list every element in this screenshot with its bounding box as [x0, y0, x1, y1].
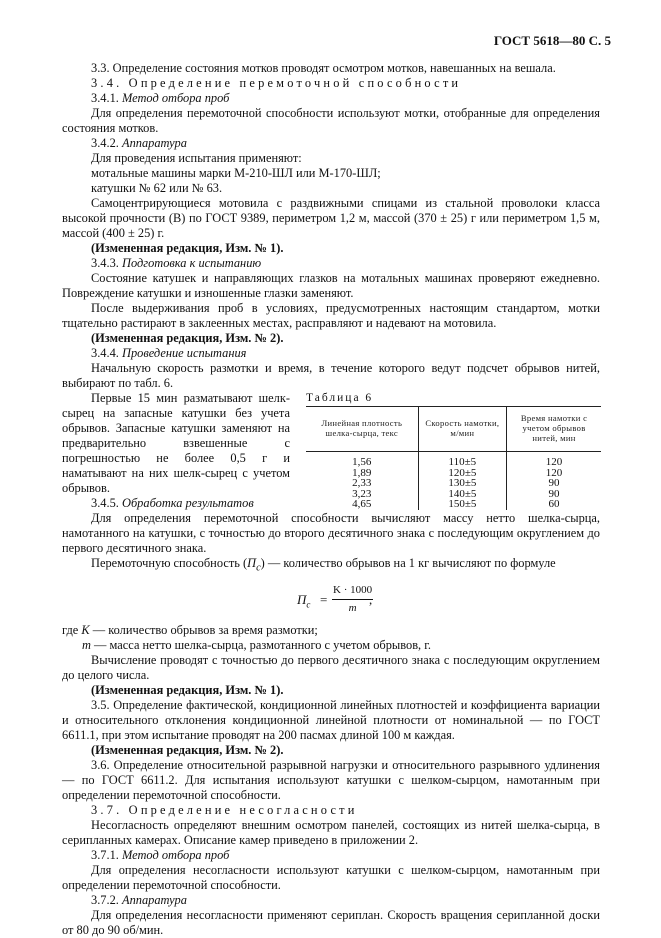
- table-row: [306, 452, 601, 468]
- formula-numerator: K · 1000: [332, 583, 373, 600]
- paragraph-3-4-5-b: [62, 556, 600, 575]
- column-header: Линейная плотность шелка-сырца, текс: [306, 407, 418, 452]
- column-header: Скорость намотки, м/мин: [418, 407, 507, 452]
- paragraph-3-3: 3.3. Определение состояния мотков проводят осмотром мотков, навешанных на вешала.: [91, 61, 556, 75]
- amendment-note: (Измененная редакция, Изм. № 1).: [91, 241, 284, 255]
- table-title: Таблица 6: [306, 392, 374, 404]
- paragraph-3-6: 3.6. Определение относительной разрывной нагрузки и относительного разрывного удлинения — по ГОСТ 6611.2. Для испытания используют катушки с шелком-сырцом, намотанным при определении перемоточной способности.: [62, 758, 600, 803]
- paragraph-3-4-2-d: Самоцентрирующиеся мотовила с раздвижными спицами из стальной проволоки класса высокой прочности (В) по ГОСТ 9389, периметром 1,2 м, массой (370 ± 25) г или периметром 1,5 м, массой (400 ± 25) г.: [62, 196, 600, 240]
- section-number: 3.4.1.: [91, 91, 119, 105]
- column-header: Время намотки с учетом обрывов нитей, мин: [507, 407, 601, 452]
- section-title: Обработка результатов: [122, 496, 254, 510]
- formula-equals: =: [320, 592, 328, 608]
- table-cell: 110±5: [418, 452, 507, 468]
- left-column-text: [62, 391, 290, 511]
- table-6: [306, 391, 601, 510]
- data-table: [306, 406, 601, 510]
- paragraph-3-7-2: Для определения несогласности применяют сериплан. Скорость вращения серипланной доски от 80 до 90 об/мин.: [62, 908, 600, 938]
- table-cell: 150±5: [418, 499, 507, 510]
- section-3-7-heading: 3.7. Определение несогласности: [91, 803, 358, 818]
- paragraph-3-4-3-a: Состояние катушек и направляющих глазков на мотальных машинах проверяют ежедневно. Повреждение катушки и изношенные глазки заменяют.: [62, 271, 600, 300]
- table-header-row: [306, 407, 601, 452]
- table-cell: 60: [507, 499, 601, 510]
- paragraph-3-4-5-c: Вычисление проводят с точностью до первого десятичного знака с последующим округлением до целого числа.: [62, 653, 600, 683]
- section-number: 3.7.1.: [91, 848, 119, 863]
- table-cell: 3,23: [352, 487, 372, 500]
- formula-lhs: [297, 592, 310, 613]
- section-title: Метод отбора проб: [122, 91, 230, 105]
- section-number: 3.4.2.: [91, 136, 119, 150]
- where-line-1: [62, 623, 600, 638]
- paragraph-3-4-5-a: Для определения перемоточной способности вычисляют массу нетто шелка-сырца, намотанного на катушки, с точностью до второго десятичного знака с последующим округлением до первого десятичного знака.: [62, 511, 600, 555]
- section-number: 3.4.3.: [91, 256, 119, 270]
- section-3-4-heading: 3.4. Определение перемоточной способности: [91, 76, 462, 90]
- symbol: K: [81, 623, 90, 638]
- section-3-7-1-heading: [62, 848, 600, 863]
- section-number: 3.7.2.: [91, 893, 119, 908]
- paragraph-3-4-3-b: После выдерживания проб в условиях, предусмотренных настоящим стандартом, мотки тщательно растирают в заклеенных местах, расправляют и надевают на мотовила.: [62, 301, 600, 330]
- amendment-note: (Измененная редакция, Изм. № 1).: [91, 683, 284, 698]
- formula-symbol: П: [297, 592, 307, 608]
- paragraph-3-4-4-b: Первые 15 мин разматывают шелк-сырец на запасные катушки без учета обрывов. Запасные катушки заменяют на предварительно взвешенные с погрешностью не более 0,5 г и наматывают на них шелк-сырец с учетом обрывов.: [62, 391, 290, 495]
- symbol-subscript: с: [256, 562, 261, 574]
- table-cell: 120: [507, 452, 601, 468]
- paragraph-3-4-2-a: Для проведения испытания применяют:: [91, 151, 302, 165]
- section-3-4-3-heading: [62, 256, 600, 271]
- section-3-4-4-heading: [62, 346, 600, 361]
- formula-denominator: m: [348, 602, 357, 615]
- table-cell: 90: [507, 489, 601, 500]
- table-cell: 120: [507, 468, 601, 479]
- section-title: Аппаратура: [122, 893, 187, 908]
- section-3-4-2-heading: [62, 136, 600, 151]
- section-title: Проведение испытания: [122, 346, 247, 360]
- paragraph-3-7: Несогласность определяют внешним осмотром панелей, состоящих из нитей шелка-сырца, в серипланных камерах. Описание камер приведено в приложении 2.: [62, 818, 600, 848]
- section-title: Подготовка к испытанию: [122, 256, 262, 270]
- section-number: 3.4.5.: [91, 496, 119, 510]
- section-3-4-1-heading: [62, 91, 600, 106]
- paragraph-3-4-2-b: мотальные машины марки М-210-ШЛ или М-170-ШЛ;: [91, 166, 381, 180]
- text-fragment: — масса нетто шелка-сырца, размотанного с учетом обрывов, г.: [90, 638, 432, 653]
- text-fragment: где: [62, 623, 82, 638]
- formula: [62, 583, 600, 617]
- section-3-7-2-heading: [62, 893, 600, 908]
- section-title: Метод отбора проб: [122, 848, 230, 863]
- table-wrap-region: [62, 391, 600, 511]
- paragraph-3-4-1: Для определения перемоточной способности используют мотки, отобранные для определения состояния мотков.: [62, 106, 600, 135]
- text-fragment: — количество обрывов за время размотки;: [89, 623, 318, 638]
- table-row: [306, 499, 601, 510]
- table-cell: 130±5: [418, 478, 507, 489]
- table-cell: 4,65: [352, 498, 372, 511]
- table-cell: 2,33: [352, 477, 372, 490]
- section-3-4-5-heading: [62, 496, 290, 511]
- section-number: 3.4.4.: [91, 346, 119, 360]
- text-fragment: Перемоточную способность (: [91, 556, 248, 570]
- table-cell: 140±5: [418, 489, 507, 500]
- symbol: П: [247, 556, 257, 570]
- amendment-note: (Измененная редакция, Изм. № 2).: [91, 743, 284, 758]
- formula-comma: ,: [369, 592, 373, 608]
- paragraph-3-4-4-a: Начальную скорость размотки и время, в течение которого ведут подсчет обрывов нитей, выбирают по табл. 6.: [62, 361, 600, 390]
- symbol: m: [82, 638, 91, 653]
- paragraph-3-5: 3.5. Определение фактической, кондиционной линейных плотностей и коэффициента вариации и относительного отклонения кондиционной линейной плотности от номинальной — по ГОСТ 6611.1, при этом испытание проводят на 200 пасмах длиной 100 м каждая.: [62, 698, 600, 743]
- page-header: ГОСТ 5618—80 С. 5: [493, 33, 611, 48]
- where-line-2: [62, 638, 600, 653]
- table-cell: 120±5: [418, 468, 507, 479]
- paragraph-3-7-1: Для определения несогласности используют катушки с шелком-сырцом, намотанным при определении перемоточной способности.: [62, 863, 600, 893]
- table-cell: 90: [507, 478, 601, 489]
- table-cell: 1,89: [352, 466, 372, 479]
- table-cell: 1,56: [352, 456, 372, 468]
- formula-fraction: [332, 583, 373, 616]
- text-fragment: ) — количество обрывов на 1 кг вычисляют по формуле: [260, 556, 556, 570]
- formula-subscript: c: [306, 600, 311, 611]
- amendment-note: (Измененная редакция, Изм. № 2).: [91, 331, 284, 345]
- paragraph-3-4-2-c: катушки № 62 или № 63.: [91, 181, 223, 195]
- document-body: [62, 61, 600, 938]
- section-title: Аппаратура: [122, 136, 187, 150]
